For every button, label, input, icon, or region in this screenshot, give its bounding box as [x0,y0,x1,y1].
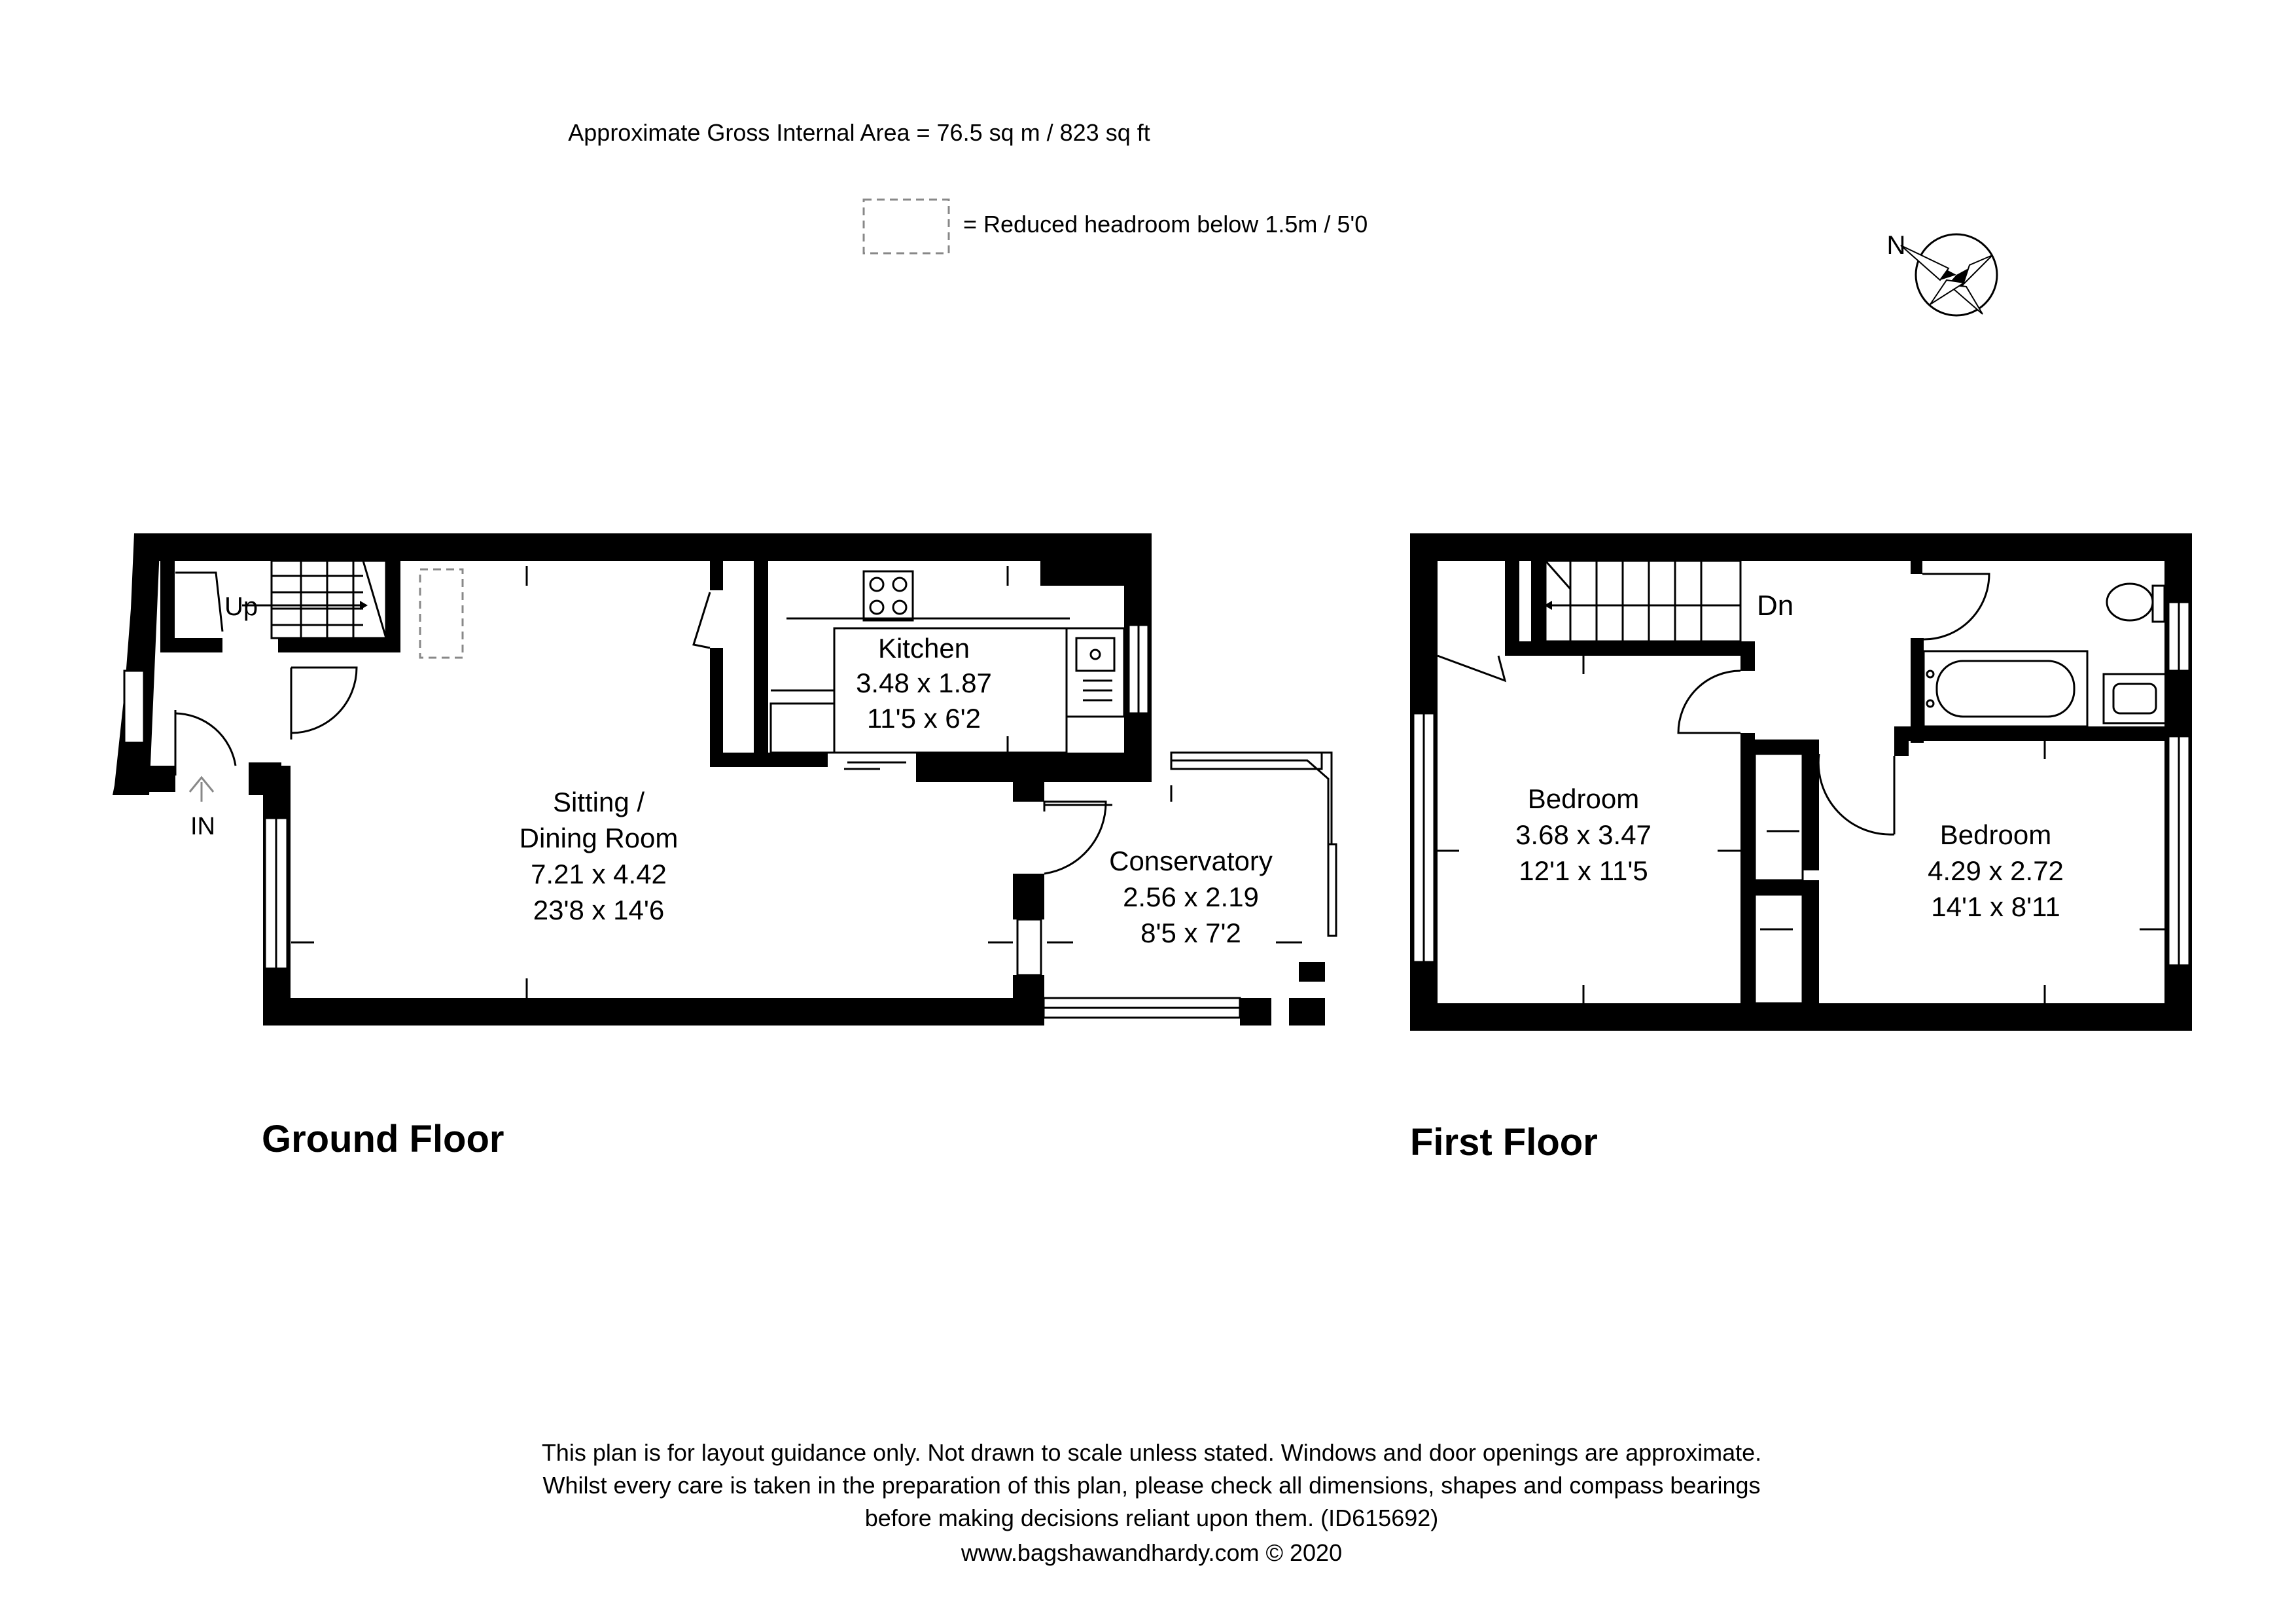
footer-copyright: © 2020 [1265,1539,1343,1566]
gross-area-text: Approximate Gross Internal Area = 76.5 sq m / 823 sq ft [568,119,1150,146]
conservatory-imperial: 8'5 x 7'2 [1140,918,1241,948]
footer-website-line [961,1539,1342,1566]
bedroom1-metric: 3.68 x 3.47 [1515,819,1651,850]
compass-north-label: N [1886,231,1906,260]
footer-disclaimer-line2: Whilst every care is taken in the preparation of this plan, please check all dimensions, shapes and compass bearings [542,1472,1761,1499]
ground-floor-plan [113,533,1336,1026]
bedroom1-name: Bedroom [1527,783,1640,814]
bedroom2-metric: 4.29 x 2.72 [1928,855,2064,886]
sitting-room-name-line2: Dining Room [519,823,679,853]
footer-disclaimer-line3: before making decisions reliant upon them. (ID615692) [864,1505,1439,1531]
first-floor-stairs [1544,561,1740,641]
bedroom2-name: Bedroom [1939,819,2052,850]
footer-disclaimer-line1: This plan is for layout guidance only. Not drawn to scale unless stated. Windows and door openings are approximate. [541,1439,1762,1466]
entrance-label: IN [190,813,215,840]
sitting-room-imperial: 23'8 x 14'6 [533,895,665,925]
bedroom1-imperial: 12'1 x 11'5 [1519,855,1648,886]
compass-icon [1901,234,1997,315]
reduced-headroom-legend-text: = Reduced headroom below 1.5m / 5'0 [963,211,1368,238]
kitchen-imperial: 11'5 x 6'2 [866,703,981,734]
ground-floor-title: Ground Floor [262,1118,504,1160]
bedroom2-imperial: 14'1 x 8'11 [1931,891,2060,922]
kitchen-name: Kitchen [877,633,970,664]
footer-website[interactable]: www.bagshawandhardy.com [961,1539,1260,1566]
sitting-room-metric: 7.21 x 4.42 [531,859,667,889]
ground-floor-stairs [242,561,386,638]
first-floor-stairs-label: Dn [1757,590,1794,622]
conservatory-metric: 2.56 x 2.19 [1123,882,1259,912]
ground-floor-stairs-label: Up [224,592,258,621]
sitting-room-name-line1: Sitting / [552,787,645,817]
entrance-arrow-icon [190,777,213,802]
kitchen-metric: 3.48 x 1.87 [856,668,992,698]
conservatory-name: Conservatory [1109,846,1273,876]
first-floor-title: First Floor [1410,1121,1598,1164]
first-floor-plan [1410,533,2192,1031]
reduced-headroom-legend-box [864,200,949,253]
